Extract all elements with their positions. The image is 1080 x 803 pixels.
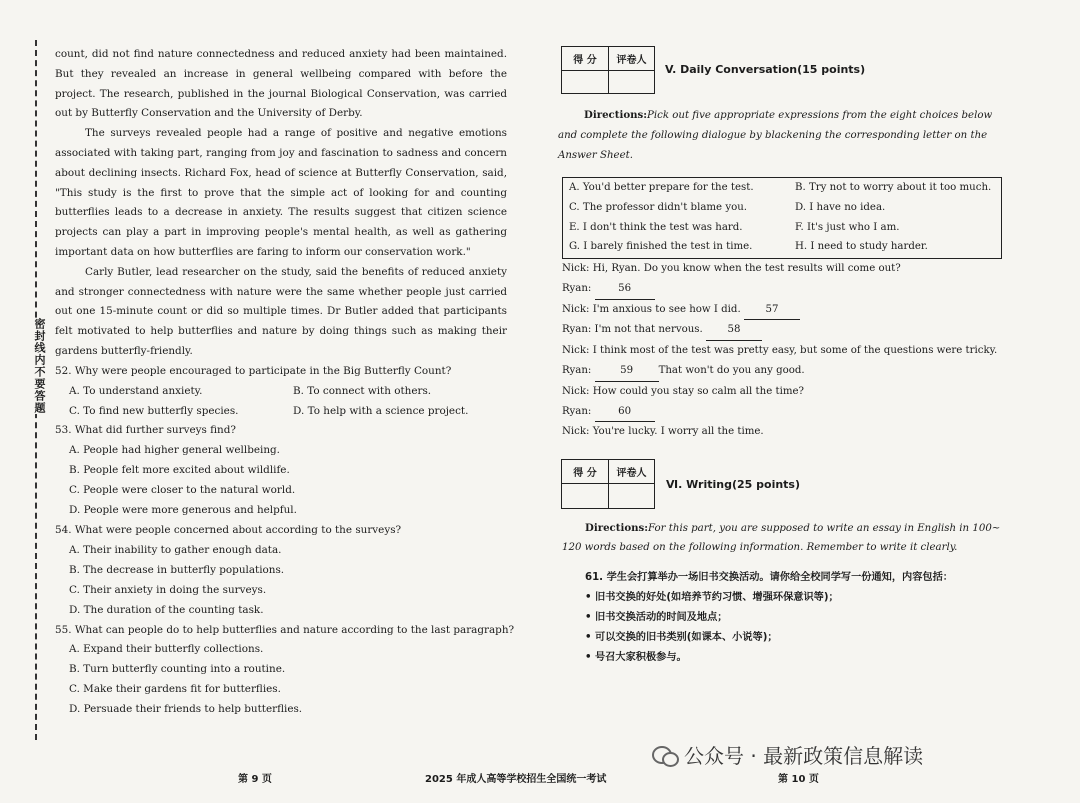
page-number-left: 第 9 页 [238, 774, 272, 785]
section-5-directions: Directions:Pick out five appropriate expressions from the eight choices below and complete the following dialogue by blackening the corresponding letter on the Answer Sheet. [558, 109, 993, 161]
question-52: 52. Why were people encouraged to participate in the Big Butterfly Count? [55, 364, 452, 377]
watermark [652, 740, 923, 769]
option-54-d: D. The duration of the counting task. [69, 603, 264, 616]
writing-bullet-1: • 旧书交换的好处(如培养节约习惯、增强环保意识等)； [585, 592, 839, 603]
choice-g: G. I barely finished the test in time. [569, 241, 753, 253]
watermark-text: 公众号 · 最新政策信息解读 [684, 744, 924, 768]
section-6-directions-1: Directions:For this part, you are supposed to write an essay in English in 100~ [585, 522, 1001, 534]
dialogue [562, 259, 997, 442]
option-53-b: B. People felt more excited about wildlife. [69, 464, 290, 477]
option-55-b: B. Turn butterfly counting into a routine. [69, 663, 286, 676]
writing-task: 61. 学生会打算举办一场旧书交换活动。请你给全校同学写一份通知，内容包括： [585, 572, 953, 583]
dialogue-line-2: Ryan: 56 [562, 279, 997, 300]
grader-cell-6[interactable] [609, 484, 655, 509]
dialogue-line-1: Nick: Hi, Ryan. Do you know when the test results will come out? [562, 263, 901, 274]
question-55: 55. What can people do to help butterflies and nature according to the last paragraph? [55, 623, 515, 636]
writing-bullet-3: • 可以交换的旧书类别(如课本、小说等)； [585, 632, 778, 643]
writing-bullet-2: • 旧书交换活动的时间及地点； [585, 612, 728, 623]
blank-56: 56 [595, 279, 655, 300]
writing-prompt [585, 568, 953, 668]
passage-paragraph-3: Carly Butler, lead researcher on the study, said the benefits of reduced anxiety and stronger connectedness with nature were the same whether people just carried out one 15-minute count or did so multiple times. Dr Butler added that participants felt motivated to help butterflies and nature by doing things such as making their gardens butterfly-friendly. [55, 265, 507, 357]
option-52-a: A. To understand anxiety. [69, 384, 203, 397]
option-55-c: C. Make their gardens fit for butterflies. [69, 683, 281, 696]
passage-paragraph-2: The surveys revealed people had a range of positive and negative emotions associated with taking part, ranging from joy and fascination to sadness and concern about declining insects. Richard Fox, head of science at Butterfly Conservation, said, "This study is the first to prove that the simple act of looking for and counting butterflies leads to a decrease in anxiety. The results suggest that citizen science projects can play a part in improving people's mental health, as well as gathering important data on how butterflies are faring to inform our conservation work." [55, 127, 507, 258]
dialogue-line-3: Nick: I'm anxious to see how I did. 57 [562, 300, 997, 321]
grader-label-6: 评卷人 [609, 460, 655, 484]
exam-title: 2025 年成人高等学校招生全国统一考试 [425, 774, 607, 785]
blank-59: 59 [595, 361, 659, 382]
choices-box [562, 177, 1002, 259]
option-53-c: C. People were closer to the natural world. [69, 484, 296, 497]
blank-60: 60 [595, 402, 655, 423]
score-box-section-5 [561, 46, 655, 94]
blank-57: 57 [744, 300, 800, 321]
option-54-c: C. Their anxiety in doing the surveys. [69, 583, 267, 596]
option-53-a: A. People had higher general wellbeing. [69, 444, 280, 457]
choice-b: B. Try not to worry about it too much. [795, 182, 992, 193]
choice-d: D. I have no idea. [795, 201, 886, 213]
binding-notice: 密封线内不要答题 [22, 318, 48, 414]
question-54: 54. What were people concerned about according to the surveys? [55, 524, 402, 536]
dialogue-line-5: Nick: I think most of the test was pretty easy, but some of the questions were tricky. [562, 345, 998, 357]
choice-f: F. It's just who I am. [795, 221, 900, 233]
section-5-title: V. Daily Conversation(15 points) [665, 63, 866, 76]
passage-paragraph-1: count, did not find nature connectedness and reduced anxiety had been maintained. But they revealed an increase in general wellbeing compared with before the project. The research, published in the journal Biological Conservation, was carried out by Butterfly Conservation and the University of Derby. [55, 48, 507, 120]
section-6-directions-2: 120 words based on the following information. Remember to write it clearly. [562, 542, 958, 553]
dialogue-line-6: Ryan: 59 That won't do you any good. [562, 361, 997, 382]
choice-c: C. The professor didn't blame you. [569, 201, 748, 213]
option-55-d: D. Persuade their friends to help butterflies. [69, 703, 303, 716]
reading-column [55, 45, 515, 720]
wechat-logo-icon [652, 744, 678, 766]
score-box-section-6 [561, 459, 655, 509]
score-label: 得 分 [562, 47, 609, 71]
score-cell-6[interactable] [562, 484, 609, 509]
option-52-d: D. To help with a science project. [293, 404, 469, 417]
question-52-options [55, 382, 507, 402]
option-55-a: A. Expand their butterfly collections. [69, 643, 264, 656]
page-number-right: 第 10 页 [778, 774, 819, 785]
blank-58: 58 [706, 320, 762, 341]
choice-h: H. I need to study harder. [795, 241, 928, 253]
question-53: 53. What did further surveys find? [55, 424, 236, 437]
dialogue-line-8: Ryan: 60 [562, 402, 997, 423]
score-cell[interactable] [562, 71, 609, 94]
choice-a: A. You'd better prepare for the test. [569, 182, 754, 193]
choice-e: E. I don't think the test was hard. [569, 221, 743, 233]
grader-label: 评卷人 [609, 47, 655, 71]
dialogue-line-4: Ryan: I'm not that nervous. 58 [562, 320, 997, 341]
option-52-c: C. To find new butterfly species. [69, 404, 239, 417]
section-6-title: Ⅵ. Writing(25 points) [666, 478, 800, 491]
grader-cell[interactable] [609, 71, 655, 94]
dialogue-line-7: Nick: How could you stay so calm all the time? [562, 385, 804, 397]
writing-bullet-4: • 号召大家积极参与。 [585, 652, 687, 663]
option-54-b: B. The decrease in butterfly populations. [69, 563, 285, 576]
option-52-b: B. To connect with others. [293, 384, 432, 397]
option-54-a: A. Their inability to gather enough data. [69, 543, 282, 556]
option-53-d: D. People were more generous and helpful. [69, 504, 297, 517]
dialogue-line-9: Nick: You're lucky. I worry all the time. [562, 426, 764, 438]
question-52-options-2 [55, 402, 507, 422]
score-label-6: 得 分 [562, 460, 609, 484]
